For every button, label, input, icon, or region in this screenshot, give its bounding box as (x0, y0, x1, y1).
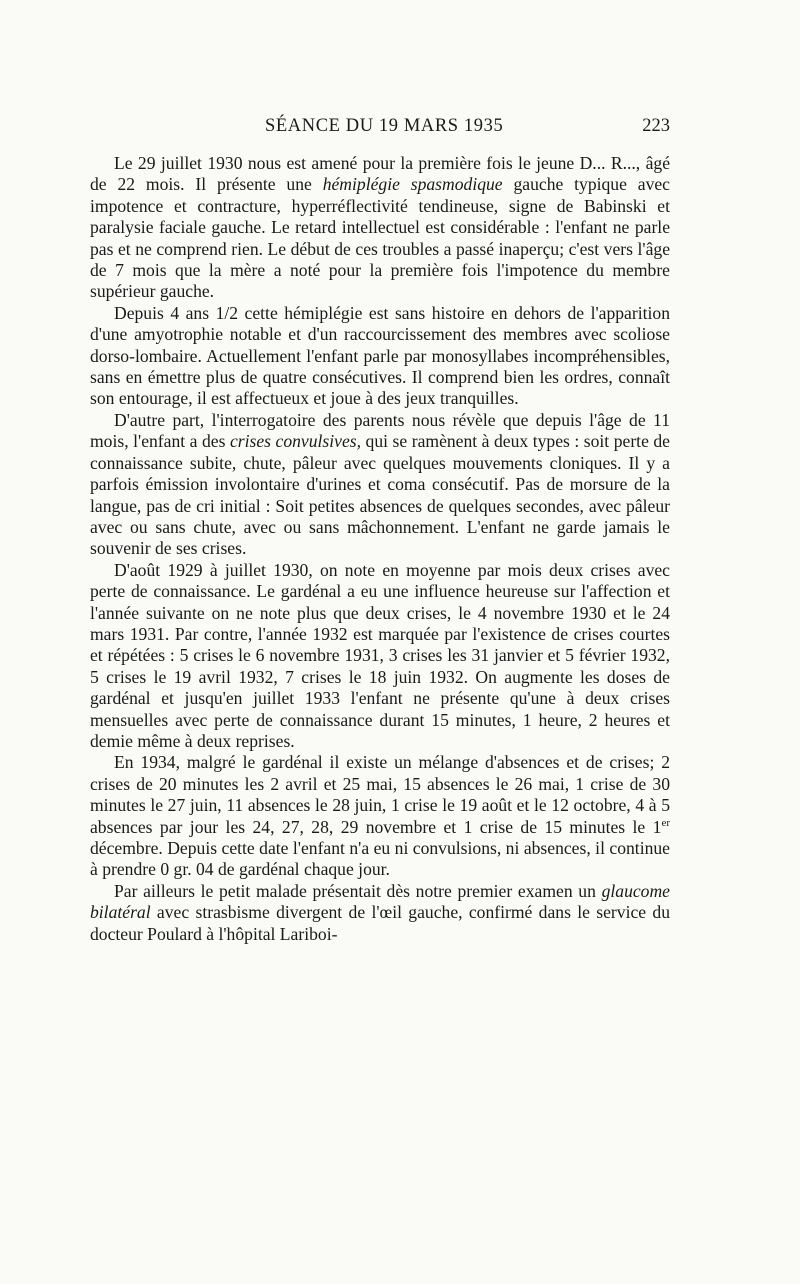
page-number: 223 (642, 116, 670, 136)
paragraph-6: Par ailleurs le petit malade présentait dès notre premier examen un glaucome bilatéral avec strasbisme divergent de l'œil gauche, confirmé dans le service du docteur Poulard à l'hôpital Lariboi- (90, 880, 670, 944)
paragraph-5: En 1934, malgré le gardénal il existe un mélange d'absences et de crises; 2 crises de 20 minutes les 2 avril et 25 mai, 15 absences le 26 mai, 1 crise de 30 minutes le 27 juin, 11 absences le 28 juin, 1 crise le 19 août et le 12 octobre, 4 à 5 absences par jour les 24, 27, 28, 29 novembre et 1 crise de 15 minutes le 1er décembre. Depuis cette date l'enfant n'a eu ni convulsions, ni absences, il continue à prendre 0 gr. 04 de gardénal chaque jour. (90, 752, 670, 880)
italic-term: glaucome bilatéral (90, 880, 670, 923)
superscript: er (661, 816, 670, 829)
italic-term: hémiplégie spasmodique (322, 174, 503, 195)
page-header (0, 116, 800, 138)
paragraph-3: D'autre part, l'interrogatoire des parents nous révèle que depuis l'âge de 11 mois, l'enfant a des crises convulsives, qui se ramènent à deux types : soit perte de connaissance subite, chute, pâleur avec quelques mouvements cloniques. Il y a parfois émission involontaire d'urines et coma consécutif. Pas de morsure de la langue, pas de cri initial : Soit petites absences de quelques secondes, avec pâleur avec ou sans chute, avec ou sans mâchonnement. L'enfant ne garde jamais le souvenir de ses crises. (90, 409, 670, 559)
running-title: SÉANCE DU 19 MARS 1935 (265, 116, 504, 136)
paragraph-1: Le 29 juillet 1930 nous est amené pour la première fois le jeune D... R..., âgé de 22 mois. Il présente une hémiplégie spasmodique gauche typique avec impotence et contracture, hyperréflectivité tendineuse, signe de Babinski et paralysie faciale gauche. Le retard intellectuel est considérable : l'enfant ne parle pas et ne comprend rien. Le début de ces troubles a passé inaperçu; c'est vers l'âge de 7 mois que la mère a noté pour la première fois l'impotence du membre supérieur gauche. (90, 153, 670, 302)
body-text (90, 153, 670, 945)
italic-term: crises convulsives, (229, 431, 362, 452)
paragraph-2: Depuis 4 ans 1/2 cette hémiplégie est sans histoire en dehors de l'apparition d'une amyotrophie notable et d'un raccourcissement des membres avec scoliose dorso-lombaire. Actuellement l'enfant parle par monosyllabes incompréhensibles, sans en émettre plus de quatre consécutives. Il comprend bien les ordres, connaît son entourage, il est affectueux et joue à des jeux tranquilles. (90, 302, 670, 409)
paragraph-4: D'août 1929 à juillet 1930, on note en moyenne par mois deux crises avec perte de connaissance. Le gardénal a eu une influence heureuse sur l'affection et l'année suivante on ne note plus que deux crises, le 4 novembre 1930 et le 24 mars 1931. Par contre, l'année 1932 est marquée par l'existence de crises courtes et répétées : 5 crises le 6 novembre 1931, 3 crises les 31 janvier et 5 février 1932, 5 crises le 19 avril 1932, 7 crises le 18 juin 1932. On augmente les doses de gardénal et jusqu'en juillet 1933 l'enfant ne présente qu'une à deux crises mensuelles avec perte de connaissance durant 15 minutes, 1 heure, 2 heures et demie même à deux reprises. (90, 559, 670, 751)
